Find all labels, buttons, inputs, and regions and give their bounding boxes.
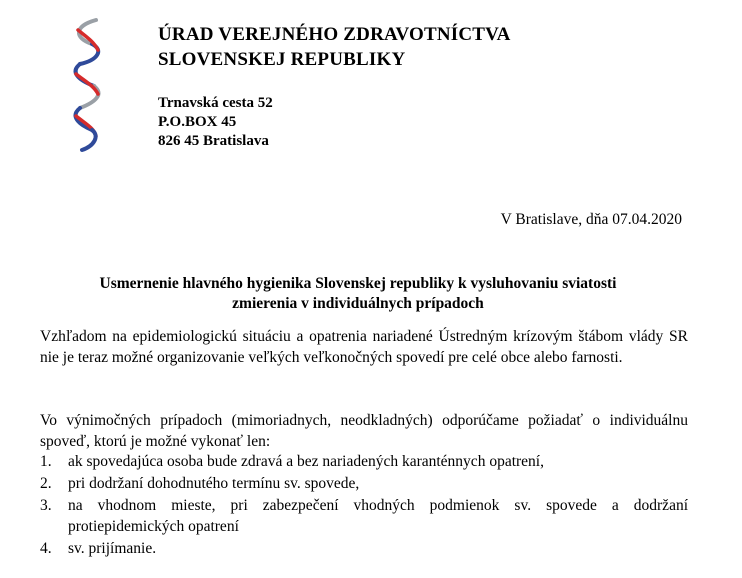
body-paragraph-1: Vzhľadom na epidemiologickú situáciu a opatrenia nariadené Ústredným krízovým štábom vlády SR nie je teraz možné organizovanie veľkých veľkonočných spovedí pre celé obce alebo farnosti. [40, 328, 688, 366]
document-subject [40, 274, 676, 314]
list-item-text: na vhodnom mieste, pri zabezpečení vhodných podmienok sv. spovede a dodržaní protiepidemických opatrení [68, 497, 688, 535]
org-name-line2: SLOVENSKEJ REPUBLIKY [158, 49, 406, 70]
address-street: Trnavská cesta 52 [158, 95, 273, 111]
body-paragraph-2: Vo výnimočných prípadoch (mimoriadnych, neodkladných) odporúčame požiadať o individuálnu spoveď, ktorú je možné vykonať len: [40, 412, 688, 450]
date-line: V Bratislave, dňa 07.04.2020 [500, 211, 682, 228]
organization-name [158, 22, 511, 72]
list-item [40, 474, 688, 495]
address-pobox: P.O.BOX 45 [158, 114, 237, 130]
org-name-line1: ÚRAD VEREJNÉHO ZDRAVOTNÍCTVA [158, 24, 511, 45]
list-item-number: 1. [40, 453, 52, 470]
list-item-number: 3. [40, 497, 52, 514]
conditions-list [40, 452, 688, 561]
list-item [40, 496, 688, 537]
list-item-number: 4. [40, 539, 52, 557]
list-item-text: ak spovedajúca osoba bude zdravá a bez nariadených karanténnych opatrení, [68, 453, 544, 470]
ribbon-logo-icon [68, 16, 108, 156]
list-item [40, 539, 688, 560]
subject-line2: zmierenia v individuálnych prípadoch [232, 295, 484, 312]
subject-line1: Usmernenie hlavného hygienika Slovenskej republiky k vysluhovaniu sviatosti [99, 275, 617, 292]
organization-address [158, 94, 273, 151]
list-item-text: pri dodržaní dohodnutého termínu sv. spovede, [68, 475, 360, 492]
list-item [40, 452, 688, 473]
list-item-number: 2. [40, 475, 52, 492]
address-city: 826 45 Bratislava [158, 133, 269, 149]
list-item-text: sv. prijímanie. [68, 539, 157, 557]
